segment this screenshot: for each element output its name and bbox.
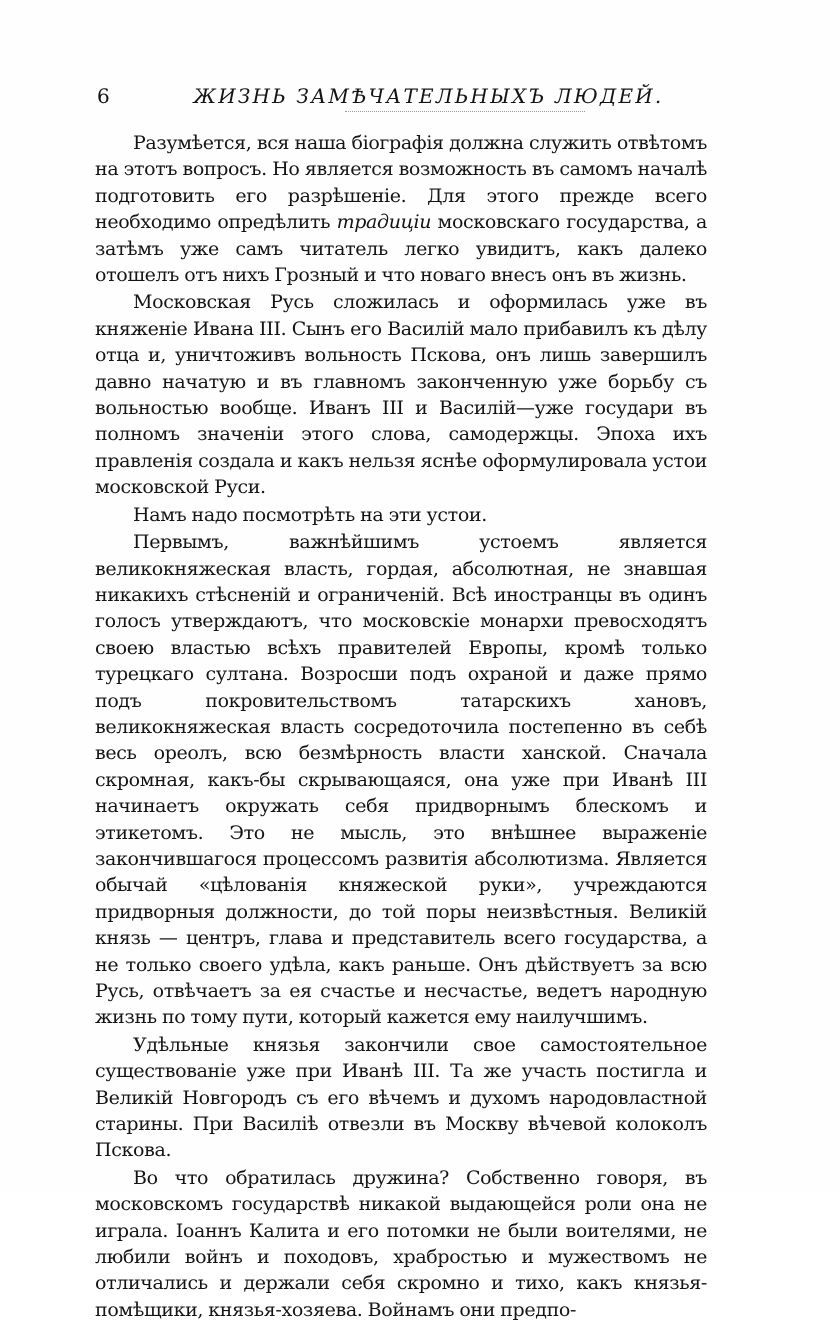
page-number: 6 [97,84,111,108]
page-header [95,80,707,114]
body-text [95,130,707,1324]
paragraph-2: Московская Русь сложилась и оформилась уже въ княженіе Ивана III. Сынъ его Василій мало прибавилъ къ дѣлу отца и, уничтоживъ вольность Пскова, онъ лишь завершилъ давно начатую и въ главномъ законченную уже борьбу съ вольностью вообще. Иванъ III и Василій—уже государи въ полномъ значеніи этого слова, самодержцы. Эпоха ихъ правленія создала и какъ нельзя яснѣе оформулировала устои московской Руси. [95,291,707,499]
paragraph-6: Во что обратилась дружина? Собственно говоря, въ московскомъ государствѣ никакой выдающейся роли она не играла. Іоаннъ Калита и его потомки не были воителями, не любили войнъ и походовъ, храбростью и мужествомъ не отличались и держали себя скромно и тихо, какъ князья-помѣщики, князья-хозяева. Войнамъ они предпо- [95,1166,707,1321]
paragraph-5: Удѣльные князья закончили свое самостоятельное существованіе уже при Иванѣ III. Та же участь постигла и Великій Новгородъ съ его вѣчемъ и духомъ народовластной старины. При Василіѣ отвезли въ Москву вѣчевой колоколъ Пскова. [95,1033,707,1162]
running-title: ЖИЗНЬ ЗАМѢЧАТЕЛЬНЫХЪ ЛЮДЕЙ. [193,84,664,108]
header-rule [345,111,585,113]
paragraph-3: Намъ надо посмотрѣть на эти устои. [133,503,487,526]
paragraph-1-text-before: Разумѣется, вся наша біографія должна служить отвѣтомъ на этотъ вопросъ. Но является возможность въ самомъ началѣ подготовить его разрѣшеніе. Для этого прежде всего необходимо опредѣлить [95,132,707,234]
paragraph-1 [95,130,707,288]
paragraph-1-emphasis: традиціи [336,211,432,234]
paragraph-4: Первымъ, важнѣйшимъ устоемъ является великокняжеская власть, гордая, абсолютная, не знавшая никакихъ стѣсненій и ограниченій. Всѣ иностранцы въ одинъ голосъ утверждаютъ, что московскіе монархи превосходятъ своею властью всѣхъ правителей Европы, кромѣ только турецкаго султана. Возросши подъ охраной и даже прямо подъ покровительствомъ татарскихъ хановъ, великокняжеская власть сосредоточила постепенно въ себѣ весь ореолъ, всю безмѣрность власти ханской. Сначала скромная, какъ-бы скрывающаяся, она уже при Иванѣ III начинаетъ окружать себя придворнымъ блескомъ и этикетомъ. Это не мысль, это внѣшнее выраженіе закончившагося процессомъ развитія абсолютизма. Является обычай «цѣлованія княжеской руки», учреждаются придворныя должности, до той поры неизвѣстныя. Великій князь — центръ, глава и представитель всего государства, а не только своего удѣла, какъ раньше. Онъ дѣйствуетъ за всю Русь, отвѣчаетъ за ея счастье и несчастье, ведетъ народную жизнь по тому пути, который кажется ему наилучшимъ. [95,531,707,1029]
paragraph-1-text-after: московскаго государства, а затѣмъ уже самъ читатель легко увидитъ, какъ далеко отошелъ отъ нихъ Грозный и что новаго внесъ онъ въ жизнь. [95,211,707,287]
